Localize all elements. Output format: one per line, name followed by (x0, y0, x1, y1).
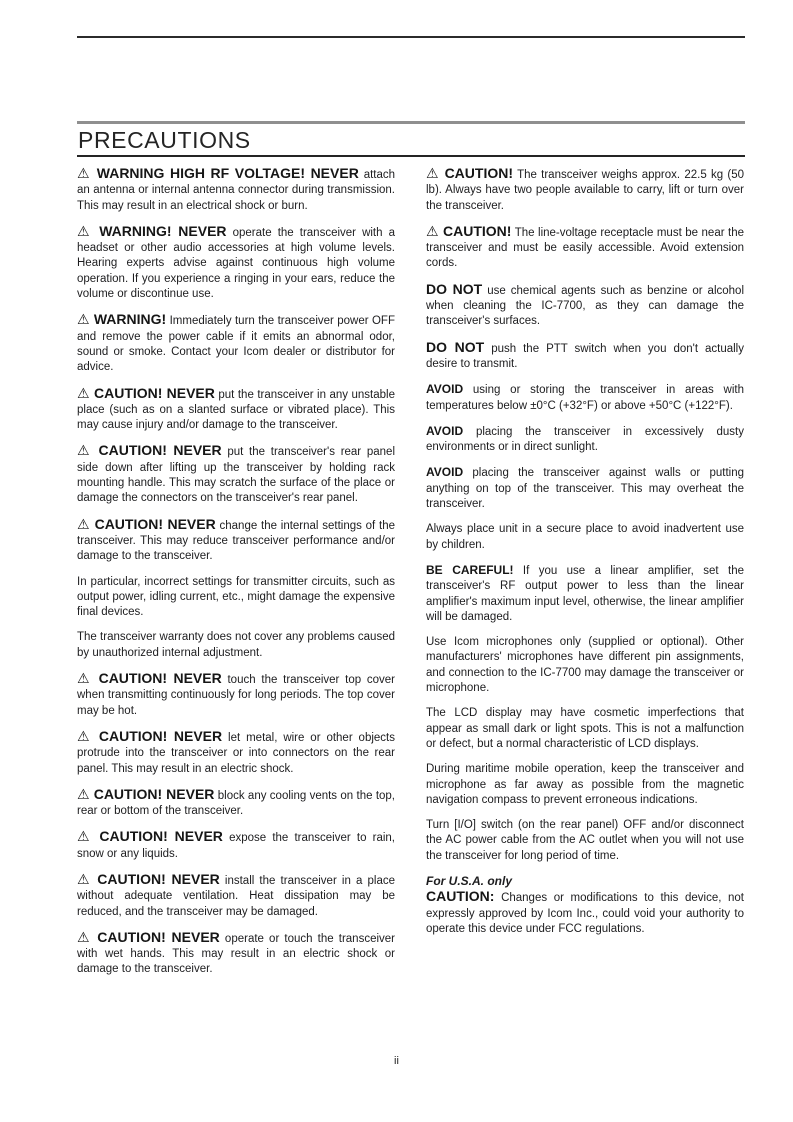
paragraph-lead: BE CAREFUL! (426, 562, 514, 577)
paragraph-lead: ⚠ CAUTION! (426, 222, 512, 239)
paragraph-lead: ⚠ WARNING! (77, 311, 167, 328)
paragraph (77, 443, 395, 506)
paragraph-text: Always place unit in a secure place to avoid inadvertent use by children. (426, 523, 744, 551)
body-columns (77, 166, 745, 988)
paragraph (426, 382, 744, 414)
paragraph-text: placing the transceiver in excessively dusty environments or in direct sunlight. (426, 425, 744, 454)
paragraph (77, 630, 395, 661)
paragraph-text: operate or touch the transceiver with wet hands. This may result in an electric shock or damage to the transceiver. (77, 932, 396, 976)
paragraph-lead: ⚠ CAUTION! NEVER (77, 384, 215, 401)
paragraph (426, 340, 744, 373)
paragraph (77, 872, 395, 920)
paragraph-text: placing the transceiver against walls or putting anything on top of the transceiver. This may overheat the transceiver. (426, 467, 744, 511)
paragraph (426, 522, 744, 553)
paragraph-lead: ⚠ CAUTION! (426, 165, 514, 181)
paragraph-lead: ⚠ CAUTION! NEVER (77, 828, 223, 845)
paragraph-lead: ⚠ WARNING! NEVER (77, 222, 227, 239)
paragraph-text: During maritime mobile operation, keep the transceiver and microphone as far away as possible from the magnetic navigation compass to prevent erroneous indications. (426, 763, 744, 806)
right-column (426, 166, 744, 988)
section-header (77, 121, 745, 157)
paragraph-text: change the internal settings of the transceiver. This may reduce transceiver performance and/or damage to the transceiver. (77, 519, 396, 563)
paragraph (426, 818, 744, 864)
paragraph (77, 575, 395, 621)
paragraph-text: Immediately turn the transceiver power OFF and remove the power cable if it emits an abnormal odor, sound or smoke. Contact your Icom dealer or distributor for advice. (77, 315, 395, 374)
paragraph-lead: AVOID (426, 423, 464, 438)
paragraph (77, 386, 395, 434)
paragraph (426, 762, 744, 808)
paragraph (426, 706, 744, 752)
paragraph-lead: ⚠ CAUTION! NEVER (77, 515, 216, 532)
page-number: ii (394, 1055, 399, 1067)
paragraph-lead: CAUTION: (426, 888, 495, 905)
paragraph-text: If you use a linear amplifier, set the transceiver's RF output power to less than the linear amplifier's maximum input level, otherwise, the linear amplifier will be damaged. (426, 564, 744, 623)
paragraph-text: push the PTT switch when you don't actually desire to transmit. (426, 342, 744, 370)
paragraph-lead: ⚠ CAUTION! NEVER (77, 670, 222, 687)
paragraph-text: put the transceiver in any unstable place (such as on a slanted surface or vibrated place). This may cause injury and/or damage to the transceiver. (77, 388, 395, 432)
paragraph-text: attach an antenna or internal antenna connector during transmission. This may result in an electrical shock or burn. (77, 169, 396, 212)
paragraph-lead: DO NOT (426, 280, 483, 297)
paragraph (426, 563, 744, 625)
paragraph-lead: AVOID (426, 465, 464, 480)
paragraph (77, 224, 395, 302)
paragraph (426, 635, 744, 696)
header-gray-bar (77, 121, 745, 124)
page-title: PRECAUTIONS (78, 127, 251, 153)
paragraph-lead: DO NOT (426, 338, 485, 355)
paragraph (77, 671, 395, 719)
paragraph (77, 312, 395, 375)
paragraph (426, 224, 744, 272)
paragraph-text: expose the transceiver to rain, snow or any liquids. (77, 832, 395, 860)
paragraph-text: operate the transceiver with a headset or other audio accessories at high volume levels. Hearing experts advise against continuous high volume operation. If you experience a ringing in your ears, reduce the volume or discontinue use. (77, 226, 395, 301)
paragraph-text: Use Icom microphones only (supplied or optional). Other manufacturers' microphones have different pin assignments, and connection to the IC-7700 may damage the transceiver or microphone. (426, 636, 744, 695)
paragraph (426, 282, 744, 330)
paragraph-lead: ⚠ CAUTION! NEVER (77, 928, 220, 945)
top-rule (77, 36, 745, 38)
paragraph (426, 465, 744, 512)
paragraph-text: let metal, wire or other objects protrude into the transceiver or into connectors on the rear panel. This may result in an electric shock. (77, 731, 395, 775)
paragraph (426, 166, 744, 214)
left-column (77, 166, 395, 988)
paragraph-text: Changes or modifications to this device, not expressly approved by Icom Inc., could void your authority to operate this device under FCC regulations. (426, 892, 745, 935)
paragraph (77, 829, 395, 862)
paragraph (77, 930, 395, 978)
paragraph-heading: For U.S.A. only (426, 873, 513, 888)
paragraph-lead: ⚠ CAUTION! NEVER (77, 727, 223, 744)
paragraph-text: install the transceiver in a place without adequate ventilation. Heat dissipation may be reduced, and the transceiver may be damaged. (77, 874, 395, 918)
paragraph-lead: ⚠ CAUTION! NEVER (77, 785, 215, 802)
paragraph-text: The transceiver warranty does not cover any problems caused by unauthorized internal adjustment. (77, 631, 395, 659)
paragraph-text: touch the transceiver top cover when transmitting continuously for long periods. The top cover may be hot. (77, 674, 396, 717)
paragraph-text: use chemical agents such as benzine or alcohol when cleaning the IC-7700, as they can damage the transceiver's surfaces. (426, 284, 745, 328)
paragraph (426, 424, 744, 456)
paragraph-text: Turn [I/O] switch (on the rear panel) OFF and/or disconnect the AC power cable from the AC outlet when you will not use the transceiver for long period of time. (426, 819, 744, 862)
paragraph-text: using or storing the transceiver in areas with temperatures below ±0°C (+32°F) or above +50°C (+122°F). (426, 384, 744, 412)
paragraph (77, 729, 395, 777)
paragraph (77, 517, 395, 565)
paragraph-text: In particular, incorrect settings for transmitter circuits, such as output power, idling current, etc., might damage the expensive final devices. (77, 575, 395, 619)
paragraph-lead: ⚠ CAUTION! NEVER (77, 442, 222, 459)
paragraph-text: The transceiver weighs approx. 22.5 kg (50 lb). Always have two people available to carry, lift or turn over the transceiver. (426, 169, 744, 212)
paragraph-lead: AVOID (426, 382, 464, 397)
paragraph-lead: ⚠ CAUTION! NEVER (77, 870, 220, 887)
paragraph-text: block any cooling vents on the top, rear or bottom of the transceiver. (77, 789, 396, 818)
paragraph-text: The line-voltage receptacle must be near the transceiver and must be easily accessible. Avoid extension cords. (426, 226, 745, 270)
paragraph-text: put the transceiver's rear panel side down after lifting up the transceiver by holding rack mounting handle. This may scratch the surface of the place or damage the connectors on the transceiver's rear panel. (77, 446, 396, 505)
paragraph (77, 787, 395, 820)
paragraph-text: The LCD display may have cosmetic imperfections that appear as small dark or light spots. This is not a malfunction or defect, but a normal characteristic of LCD displays. (426, 707, 744, 750)
paragraph-lead: ⚠ WARNING HIGH RF VOLTAGE! NEVER (77, 165, 359, 181)
paragraph (77, 166, 395, 214)
paragraph (426, 874, 744, 937)
header-underline (77, 155, 745, 157)
